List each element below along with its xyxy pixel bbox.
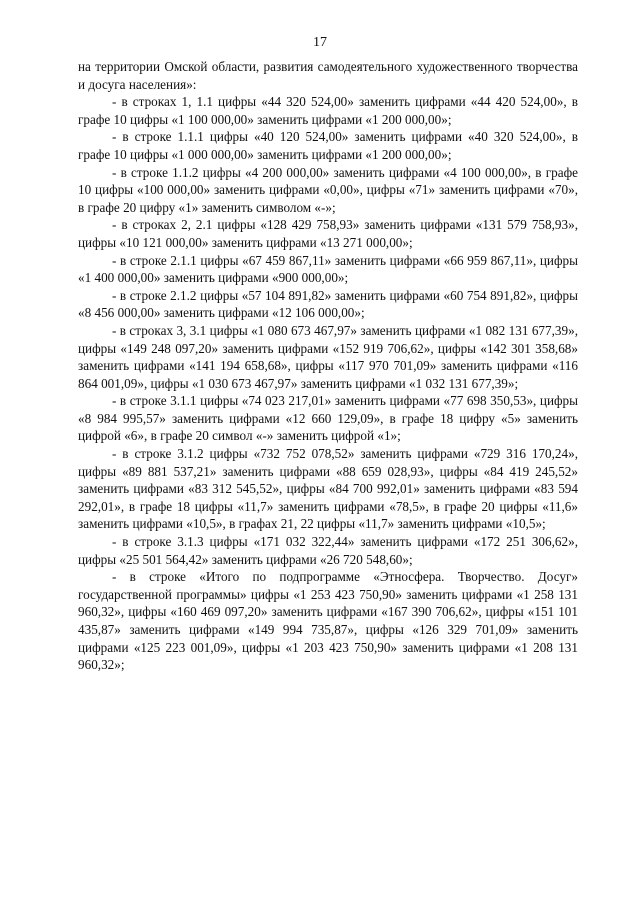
amendment-item: - в строках 1, 1.1 цифры «44 320 524,00» заменить цифрами «44 420 524,00», в графе 10 цифры «1 100 000,00» заменить цифрами «1 200 000,00»; xyxy=(78,94,578,127)
amendment-item: - в строке 3.1.3 цифры «171 032 322,44» заменить цифрами «172 251 306,62», цифры «25 501 564,42» заменить цифрами «26 720 548,60»; xyxy=(78,534,578,567)
amendment-item: - в строке 2.1.2 цифры «57 104 891,82» заменить цифрами «60 754 891,82», цифры «8 456 000,00» заменить цифрами «12 106 000,00»; xyxy=(78,287,578,321)
amendment-item: - в строке 1.1.2 цифры «4 200 000,00» заменить цифрами «4 100 000,00», в графе 10 цифры «100 000,00» заменить цифрами «0,00», цифры «71» заменить цифрами «70», в графе 20 цифру «1» заменить символом «-»; xyxy=(78,164,578,215)
amendment-item: - в строках 3, 3.1 цифры «1 080 673 467,97» заменить цифрами «1 082 131 677,39», цифры «149 248 097,20» заменить цифрами «152 919 706,62», цифры «142 301 358,68» заменить цифрами «141 194 658,68», цифры «117 970 701,09» заменить цифрами «116 864 001,09», цифры «1 030 673 467,97» заменить цифрами «1 032 131 677,39»; xyxy=(78,322,578,391)
amendment-item: - в строке 2.1.1 цифры «67 459 867,11» заменить цифрами «66 959 867,11», цифры «1 400 000,00» заменить цифрами «900 000,00»; xyxy=(78,252,578,286)
page-number: 17 xyxy=(313,35,327,50)
intro-paragraph: на территории Омской области, развития самодеятельного художественного творчества и досуга населения»: xyxy=(78,59,578,92)
document-body xyxy=(78,58,578,674)
amendment-item: - в строках 2, 2.1 цифры «128 429 758,93» заменить цифрами «131 579 758,93», цифры «10 121 000,00» заменить цифрами «13 271 000,00»; xyxy=(78,217,578,250)
amendment-item: - в строке «Итого по подпрограмме «Этносфера. Творчество. Досуг» государственной программы» цифры «1 253 423 750,90» заменить цифрами «1 258 131 960,32», цифры «160 469 097,20» заменить цифрами «167 390 706,62», цифры «151 101 435,87» заменить цифрами «149 994 735,87», цифры «126 329 701,09» заменить цифрами «125 223 001,09», цифры «1 203 423 750,90» заменить цифрами «1 208 131 960,32»; xyxy=(78,569,578,673)
amendment-item: - в строке 1.1.1 цифры «40 120 524,00» заменить цифрами «40 320 524,00», в графе 10 цифры «1 000 000,00» заменить цифрами «1 200 000,00»; xyxy=(78,129,578,162)
amendment-item: - в строке 3.1.2 цифры «732 752 078,52» заменить цифрами «729 316 170,24», цифры «89 881 537,21» заменить цифрами «88 659 028,93», цифры «84 419 245,52» заменить цифрами «83 312 545,52», цифры «84 700 992,01» заменить цифрами «83 594 292,01», в графе 18 цифры «11,7» заменить цифрами «78,5», в графе 20 цифры «11,6» заменить цифрами «10,5», в графах 21, 22 цифры «11,7» заменить цифрами «10,5»; xyxy=(78,446,578,532)
amendment-item: - в строке 3.1.1 цифры «74 023 217,01» заменить цифрами «77 698 350,53», цифры «8 984 995,57» заменить цифрами «12 660 129,09», в графе 18 цифру «5» заменить цифрой «6», в графе 20 символ «-» заменить цифрой «1»; xyxy=(78,393,578,444)
